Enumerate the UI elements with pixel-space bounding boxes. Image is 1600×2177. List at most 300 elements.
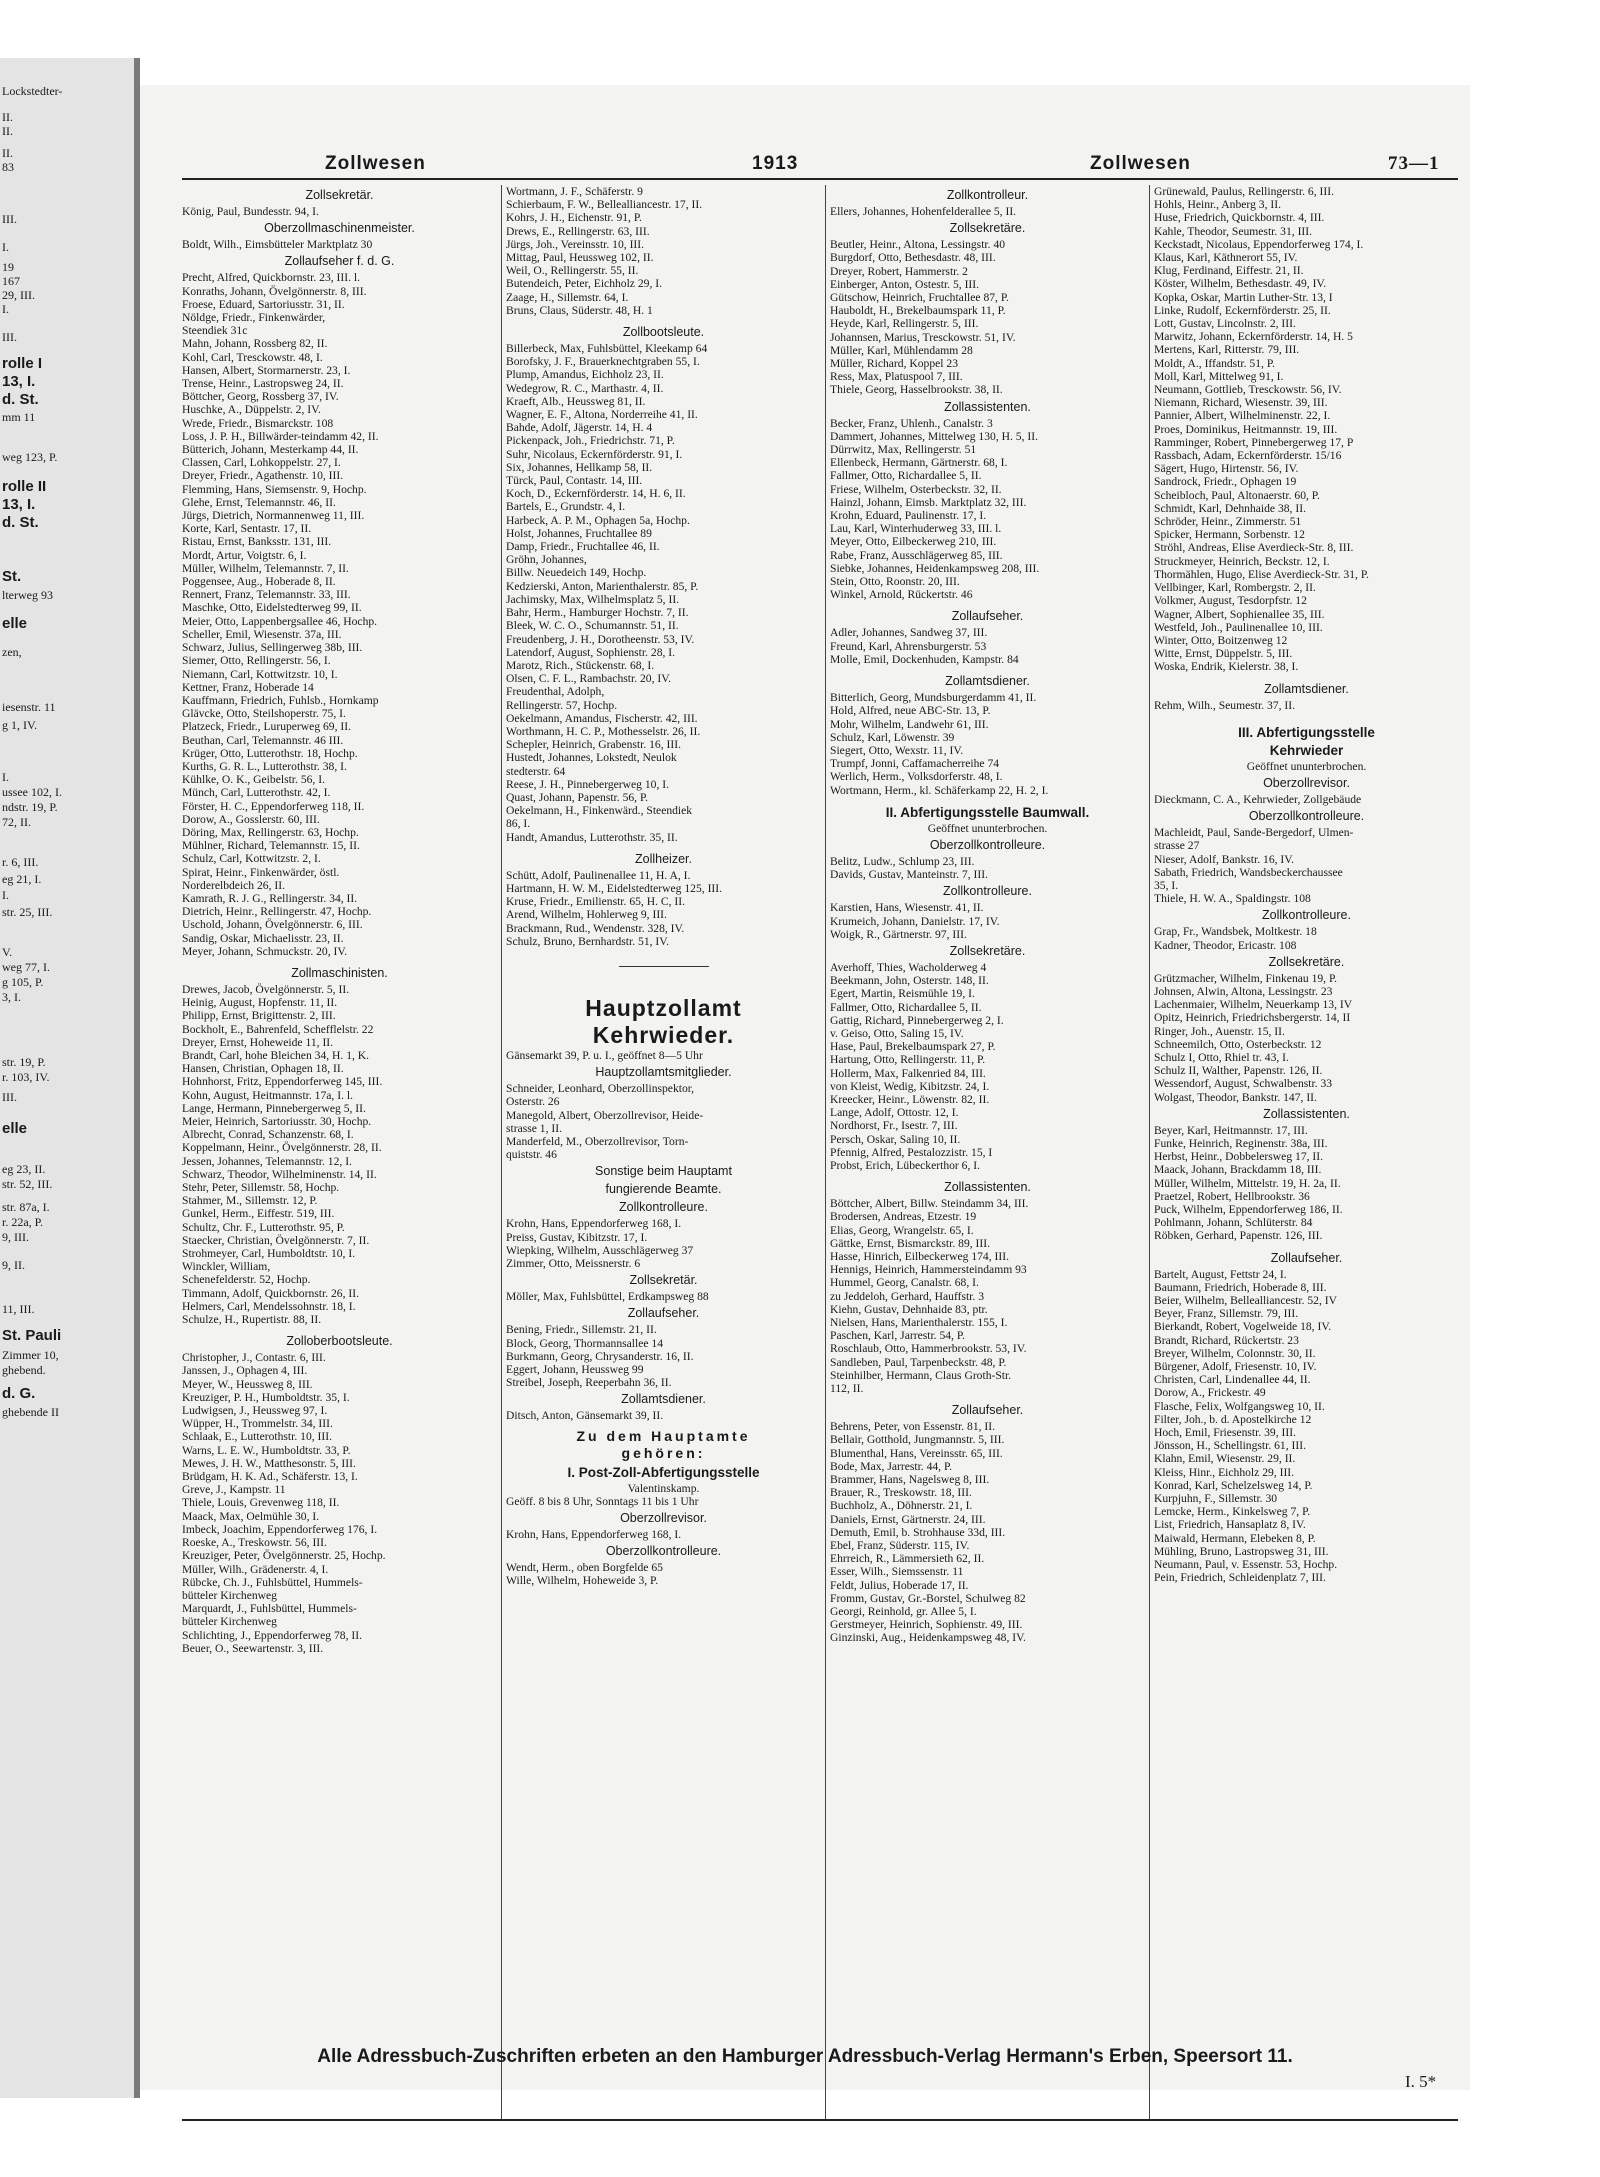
prev-page-fragment: III.: [2, 330, 17, 344]
directory-entry: Burkmann, Georg, Chrysanderstr. 16, II.: [506, 1349, 694, 1363]
prev-page-fragment: II.: [2, 110, 13, 124]
directory-entry: Huschke, A., Düppelstr. 2, IV.: [182, 403, 321, 417]
section-heading: Zollkontrolleure.: [619, 1200, 708, 1215]
directory-entry: Mertens, Karl, Ritterstr. 79, III.: [1154, 343, 1300, 357]
previous-page-edge: [0, 58, 140, 2098]
prev-page-fragment: r. 6, III.: [2, 855, 39, 869]
directory-entry: Schulz, Karl, Löwenstr. 39: [830, 730, 955, 744]
directory-entry: Bleek, W. C. O., Schumannstr. 51, II.: [506, 619, 679, 633]
directory-entry: Hennigs, Heinrich, Hammersteindamm 93: [830, 1263, 1027, 1277]
directory-entry: Ristau, Ernst, Banksstr. 131, III.: [182, 535, 332, 549]
prev-page-fragment: rolle I: [2, 355, 43, 372]
column-1: [182, 185, 497, 2115]
directory-entry: Persch, Oskar, Saling 10, II.: [830, 1132, 961, 1146]
directory-entry: Maack, Johann, Brackdamm 18, III.: [1154, 1163, 1322, 1177]
prev-page-fragment: 83: [2, 160, 14, 174]
directory-entry: Imbeck, Joachim, Eppendorferweg 176, I.: [182, 1522, 378, 1536]
directory-entry: Brandt, Carl, hohe Bleichen 34, H. 1, K.: [182, 1048, 370, 1062]
directory-entry: Quast, Johann, Papenstr. 56, P.: [506, 790, 649, 804]
directory-entry: Molle, Emil, Dockenhuden, Kampstr. 84: [830, 652, 1019, 666]
directory-entry: Beuthan, Carl, Telemannstr. 46 III.: [182, 733, 344, 747]
directory-entry: Bruns, Claus, Süderstr. 48, H. 1: [506, 303, 653, 317]
directory-entry: Freudenthal, Adolph,: [506, 685, 605, 699]
section-heading: Zollsekretäre.: [949, 221, 1026, 236]
prev-page-fragment: elle: [2, 615, 28, 632]
directory-entry: Krohn, Eduard, Paulinenstr. 17, I.: [830, 509, 987, 523]
directory-entry: Precht, Alfred, Quickbornstr. 23, III. l.: [182, 271, 361, 285]
section-heading: Zollsekretär.: [629, 1273, 698, 1288]
directory-entry: Wolgast, Theodor, Bankstr. 147, II.: [1154, 1090, 1317, 1104]
directory-entry: Schulz, Bruno, Bernhardstr. 51, IV.: [506, 934, 670, 948]
directory-entry: Rellingerstr. 57, Hochp.: [506, 698, 618, 712]
directory-entry: Wedegrow, R. C., Marthastr. 4, II.: [506, 381, 664, 395]
directory-entry: Schwarz, Julius, Sellingerweg 38b, III.: [182, 641, 363, 655]
directory-entry: Mahn, Johann, Rossberg 82, II.: [182, 337, 328, 351]
directory-entry: quiststr. 46: [506, 1148, 557, 1162]
section-heading: Zollassistenten.: [1263, 1106, 1350, 1121]
directory-entry: Schulz, Carl, Kottwitzstr. 2, I.: [182, 852, 321, 866]
section-heading: Zollaufseher.: [951, 1403, 1024, 1418]
directory-entry: Bierkandt, Robert, Vogelweide 18, IV.: [1154, 1320, 1332, 1334]
directory-entry: Ress, Max, Platuspool 7, III.: [830, 370, 963, 384]
directory-entry: Opitz, Heinrich, Friedrichsbergerstr. 14, II: [1154, 1011, 1351, 1025]
directory-entry: Proes, Dominikus, Heitmannstr. 19, III.: [1154, 422, 1338, 436]
directory-entry: Pfennig, Alfred, Pestalozzistr. 15, I: [830, 1145, 993, 1159]
directory-entry: Geöff. 8 bis 8 Uhr, Sonntags 11 bis 1 Uhr: [506, 1494, 699, 1508]
directory-entry: Mohr, Wilhelm, Landwehr 61, III.: [830, 717, 989, 731]
directory-entry: Uschold, Johann, Övelgönnerstr. 6, III.: [182, 918, 363, 932]
directory-entry: Bartelt, August, Fettstr 24, I.: [1154, 1267, 1287, 1281]
prev-page-fragment: r. 103, IV.: [2, 1070, 50, 1084]
directory-entry: Maschke, Otto, Eidelstedterweg 99, II.: [182, 601, 362, 615]
directory-entry: Sandig, Oskar, Michaelisstr. 23, II.: [182, 931, 344, 945]
prev-page-fragment: Zimmer 10,: [2, 1348, 59, 1362]
spaced-heading: Zu dem Hauptamte: [576, 1427, 751, 1444]
prev-page-fragment: 3, I.: [2, 990, 21, 1004]
directory-entry: Ströhl, Andreas, Elise Averdieck-Str. 8, III.: [1154, 541, 1354, 555]
directory-entry: Harbeck, A. P. M., Ophagen 5a, Hochp.: [506, 513, 690, 527]
prev-page-fragment: I.: [2, 240, 9, 254]
prev-page-fragment: str. 25, III.: [2, 905, 53, 919]
directory-entry: Dürrwitz, Max, Rellingerstr. 51: [830, 443, 977, 457]
directory-entry: Sandrock, Friedr., Ophagen 19: [1154, 475, 1297, 489]
directory-entry: Siebke, Johannes, Heidenkampsweg 208, III.: [830, 561, 1040, 575]
directory-entry: Sandleben, Paul, Tarpenbeckstr. 48, P.: [830, 1355, 1007, 1369]
directory-entry: Schlichting, J., Eppendorferweg 78, II.: [182, 1628, 362, 1642]
directory-entry: Gattig, Richard, Pinnebergerweg 2, I.: [830, 1013, 1004, 1027]
directory-entry: Schütt, Adolf, Paulinenallee 11, H. A, I.: [506, 868, 691, 882]
directory-entry: Kohn, August, Heitmannstr. 17a, I. l.: [182, 1088, 353, 1102]
section-heading: Zollheizer.: [635, 851, 692, 866]
directory-entry: Dreyer, Friedr., Agathenstr. 10, III.: [182, 469, 344, 483]
directory-entry: Kahle, Theodor, Seumestr. 31, III.: [1154, 224, 1313, 238]
prev-page-fragment: g 1, IV.: [2, 718, 38, 732]
prev-page-fragment: ghebend.: [2, 1363, 46, 1377]
directory-entry: Woska, Endrik, Kielerstr. 38, I.: [1154, 660, 1299, 674]
directory-entry: 35, I.: [1154, 878, 1179, 892]
directory-entry: Ebel, Franz, Süderstr. 115, IV.: [830, 1539, 970, 1553]
directory-entry: Classen, Carl, Lohkoppelstr. 27, I.: [182, 456, 341, 470]
section-heading: Zollsekretäre.: [949, 943, 1026, 958]
directory-entry: Eggert, Johann, Heussweg 99: [506, 1363, 644, 1377]
directory-entry: Müller, Wilhelm, Telemannstr. 7, II.: [182, 561, 349, 575]
directory-entry: Spicker, Hermann, Sorbenstr. 12: [1154, 528, 1305, 542]
header-page-number: 73—1: [1388, 153, 1440, 174]
office-heading: III. Abfertigungsstelle: [1238, 724, 1375, 740]
directory-entry: Nöldge, Friedr., Finkenwärder,: [182, 311, 326, 325]
directory-entry: Hartung, Otto, Rellingerstr. 11, P.: [830, 1053, 986, 1067]
directory-entry: Buchholz, A., Döhnerstr. 21, I.: [830, 1499, 973, 1513]
spacer: [830, 1395, 1145, 1400]
directory-entry: Linke, Rudolf, Eckernförderstr. 25, II.: [1154, 303, 1331, 317]
directory-entry: Wortmann, J. F., Schäferstr. 9: [506, 185, 643, 198]
directory-entry: Müller, Wilh., Grädenerstr. 4, I.: [182, 1562, 329, 1576]
directory-entry: Warns, L. E. W., Humboldtstr. 33, P.: [182, 1443, 351, 1457]
directory-entry: strasse 1, II.: [506, 1121, 563, 1135]
directory-entry: Grützmacher, Wilhelm, Finkenau 19, P.: [1154, 971, 1338, 985]
office-subheading: Geöffnet ununterbrochen.: [927, 821, 1048, 835]
directory-entry: Bahr, Herm., Hamburger Hochstr. 7, II.: [506, 606, 689, 620]
directory-entry: Klahn, Emil, Wiesenstr. 29, II.: [1154, 1452, 1296, 1466]
directory-entry: Kurpjuhn, F., Sillemstr. 30: [1154, 1492, 1278, 1506]
directory-entry: Poggensee, Aug., Hoberade 8, II.: [182, 575, 336, 589]
header-right-title: Zollwesen: [1090, 153, 1191, 174]
directory-entry: Strohmeyer, Carl, Humboldtstr. 10, I.: [182, 1247, 356, 1261]
directory-entry: Streibel, Joseph, Reeperbahn 36, II.: [506, 1376, 672, 1390]
directory-entry: Kiehn, Gustav, Dehnhaide 83, ptr.: [830, 1302, 988, 1316]
prev-page-fragment: ghebende II: [2, 1405, 59, 1419]
directory-entry: Meyer, Johann, Schmuckstr. 20, IV.: [182, 944, 348, 958]
column-4: [1154, 185, 1459, 2115]
directory-entry: Billw. Neuedeich 149, Hochp.: [506, 566, 647, 580]
section-divider: [619, 966, 709, 967]
directory-entry: Johannsen, Marius, Tresckowstr. 51, IV.: [830, 330, 1016, 344]
directory-entry: Esser, Wilh., Siemssenstr. 11: [830, 1565, 964, 1579]
directory-entry: Werlich, Herm., Volksdorferstr. 48, I.: [830, 770, 1003, 784]
directory-entry: Türck, Paul, Contastr. 14, III.: [506, 474, 643, 488]
header-rule: [182, 178, 1458, 180]
directory-entry: Förster, H. C., Eppendorferweg 118, II.: [182, 799, 365, 813]
spacer: [830, 1172, 1145, 1177]
directory-entry: Borofsky, J. F., Brauerknechtgraben 55, I.: [506, 355, 700, 369]
directory-entry: Brauer, R., Treskowstr. 18, III.: [830, 1486, 972, 1500]
directory-entry: Weil, O., Rellingerstr. 55, II.: [506, 264, 639, 278]
header-left-title: Zollwesen: [325, 153, 426, 174]
directory-entry: Nielsen, Hans, Marienthalerstr. 155, I.: [830, 1316, 1008, 1330]
directory-entry: Böttcher, Albert, Billw. Steindamm 34, III.: [830, 1197, 1029, 1211]
directory-entry: Mewes, J. H. W., Matthesonstr. 5, III.: [182, 1456, 356, 1470]
prev-page-fragment: St.: [2, 568, 22, 585]
section-heading: Zollmaschinisten.: [291, 965, 388, 980]
directory-entry: Dreyer, Ernst, Hoheweide 11, II.: [182, 1035, 334, 1049]
section-heading: Zollbootsleute.: [622, 325, 705, 340]
prev-page-fragment: str. 19, P.: [2, 1055, 46, 1069]
directory-entry: Elias, Georg, Wrangelstr. 65, I.: [830, 1223, 974, 1237]
directory-entry: Beyer, Karl, Heitmannstr. 17, III.: [1154, 1123, 1308, 1137]
prev-page-fragment: 11, III.: [2, 1302, 35, 1316]
directory-entry: Mühling, Bruno, Lastropsweg 31, III.: [1154, 1544, 1329, 1558]
directory-entry: Puck, Wilhelm, Eppendorferweg 186, II.: [1154, 1203, 1343, 1216]
directory-entry: Siemer, Otto, Rellingerstr. 56, I.: [182, 654, 331, 668]
directory-entry: Witte, Ernst, Düppelstr. 5, III.: [1154, 647, 1293, 661]
directory-entry: Thiele, H. W. A., Spaldingstr. 108: [1154, 892, 1311, 906]
directory-entry: Thormählen, Hugo, Elise Averdieck-Str. 31, P.: [1154, 567, 1369, 581]
directory-entry: Kohrs, J. H., Eichenstr. 91, P.: [506, 211, 642, 225]
directory-entry: Arend, Wilhelm, Hohlerweg 9, III.: [506, 908, 667, 922]
spacer: [1154, 717, 1459, 722]
directory-entry: Rehm, Wilh., Seumestr. 37, II.: [1154, 698, 1296, 712]
directory-entry: Worthmann, H. C. P., Mothesselstr. 26, II.: [506, 724, 701, 738]
directory-entry: Drews, E., Rellingerstr. 63, III.: [506, 224, 650, 238]
directory-entry: Spirat, Heinr., Finkenwärder, östl.: [182, 865, 340, 879]
directory-entry: Schröder, Heinr., Zimmerstr. 51: [1154, 515, 1302, 529]
directory-entry: Münch, Carl, Lutterothstr. 42, I.: [182, 786, 331, 800]
directory-entry: Boldt, Wilh., Eimsbütteler Marktplatz 30: [182, 238, 373, 252]
directory-entry: Loss, J. P. H., Billwärder-teindamm 42, II.: [182, 429, 379, 443]
prev-page-fragment: 29, III.: [2, 288, 35, 302]
directory-entry: Praetzel, Robert, Hellbrookstr. 36: [1154, 1189, 1310, 1203]
directory-entry: Pickenpack, Joh., Friedrichstr. 71, P.: [506, 434, 675, 448]
directory-entry: Wiepking, Wilhelm, Ausschlägerweg 37: [506, 1243, 694, 1257]
prev-page-fragment: I.: [2, 888, 9, 902]
column-divider: [501, 185, 502, 2119]
directory-entry: Konraths, Johann, Övelgönnerstr. 8, III.: [182, 284, 367, 298]
directory-entry: Adler, Johannes, Sandweg 37, III.: [830, 626, 988, 640]
directory-entry: Oekelmann, Amandus, Fischerstr. 42, III.: [506, 711, 698, 725]
directory-entry: Winkel, Arnold, Rückertstr. 46: [830, 588, 973, 602]
section-heading: Oberzollmaschinenmeister.: [264, 221, 415, 236]
directory-entry: Flemming, Hans, Siemsenstr. 9, Hochp.: [182, 482, 367, 496]
directory-entry: Sabath, Friedrich, Wandsbeckerchaussee: [1154, 865, 1343, 879]
directory-entry: Handt, Amandus, Lutterothstr. 35, II.: [506, 830, 678, 844]
directory-entry: Jönsson, H., Schellingstr. 61, III.: [1154, 1439, 1307, 1453]
directory-entry: Schulz I, Otto, Rhiel tr. 43, I.: [1154, 1050, 1289, 1064]
directory-entry: Latendorf, August, Sophienstr. 28, I.: [506, 645, 676, 659]
prev-page-fragment: I.: [2, 770, 9, 784]
prev-page-fragment: d. St.: [2, 514, 39, 531]
section-heading: Zollsekretär.: [305, 188, 374, 202]
prev-page-fragment: I.: [2, 302, 9, 316]
directory-entry: Scheibloch, Paul, Altonaerstr. 60, P.: [1154, 488, 1320, 502]
directory-entry: Neumann, Paul, v. Essenstr. 53, Hochp.: [1154, 1558, 1338, 1572]
directory-entry: Niemann, Carl, Kottwitzstr. 10, I.: [182, 667, 338, 681]
directory-entry: Meier, Otto, Lappenbergsallee 46, Hochp.: [182, 614, 378, 628]
section-heading: Zollkontrolleur.: [946, 188, 1029, 202]
directory-entry: Schultz, Chr. F., Lutterothstr. 95, P.: [182, 1220, 345, 1234]
directory-entry: Burgdorf, Otto, Bethesdastr. 48, III.: [830, 251, 996, 265]
footer-notice: Alle Adressbuch-Zuschriften erbeten an den Hamburger Adressbuch-Verlag Hermann's Erben, Speersort 11.: [317, 2046, 1293, 2067]
directory-entry: Niemann, Richard, Wiesenstr. 39, III.: [1154, 396, 1328, 410]
directory-entry: Wagner, Albert, Sophienallee 35, III.: [1154, 607, 1325, 621]
prev-page-fragment: 72, II.: [2, 815, 31, 829]
directory-entry: Woigk, R., Gärtnerstr. 97, III.: [830, 927, 967, 941]
directory-entry: Schierbaum, F. W., Bellealliancestr. 17, II.: [506, 198, 703, 212]
directory-entry: Christen, Carl, Lindenallee 44, II.: [1154, 1373, 1311, 1387]
directory-entry: Neumann, Gottlieb, Tresckowstr. 56, IV.: [1154, 383, 1342, 397]
directory-entry: Grünewald, Paulus, Rellingerstr. 6, III.: [1154, 185, 1334, 198]
directory-entry: Heyde, Karl, Rellingerstr. 5, III.: [830, 317, 979, 331]
directory-entry: Gunkel, Herm., Eiffestr. 519, III.: [182, 1207, 335, 1221]
directory-entry: Johnsen, Alwin, Altona, Lessingstr. 23: [1154, 984, 1333, 998]
directory-entry: Gerstmeyer, Heinrich, Sophienstr. 49, III.: [830, 1618, 1023, 1632]
directory-entry: Mühlner, Richard, Telemannstr. 15, II.: [182, 839, 360, 853]
directory-entry: Schneemilch, Otto, Osterbeckstr. 12: [1154, 1037, 1322, 1051]
directory-entry: Brammer, Hans, Nagelsweg 8, III.: [830, 1473, 990, 1487]
directory-entry: Flasche, Felix, Wolfgangsweg 10, II.: [1154, 1399, 1325, 1413]
directory-entry: Breyer, Wilhelm, Colonnstr. 30, II.: [1154, 1346, 1316, 1360]
directory-entry: bütteler Kirchenweg: [182, 1615, 277, 1629]
spacer: [182, 958, 497, 963]
directory-entry: Machleidt, Paul, Sande-Bergedorf, Ulmen-: [1154, 826, 1354, 840]
directory-entry: Pein, Friedrich, Schleidenplatz 7, III.: [1154, 1571, 1326, 1585]
directory-entry: Egert, Martin, Reismühle 19, I.: [830, 987, 975, 1001]
directory-entry: Meier, Heinrich, Sartoriusstr. 30, Hochp.: [182, 1115, 372, 1128]
section-heading: Zollaufseher.: [1270, 1250, 1343, 1265]
spacer: [830, 601, 1145, 606]
directory-entry: Preiss, Gustav, Kibitzstr. 17, I.: [506, 1230, 648, 1244]
directory-entry: Zaage, H., Sillemstr. 64, I.: [506, 290, 629, 304]
directory-entry: Möller, Max, Fuhlsbüttel, Erdkampsweg 88: [506, 1290, 709, 1304]
prev-page-fragment: elle: [2, 1120, 28, 1137]
prev-page-fragment: 9, III.: [2, 1230, 29, 1244]
directory-entry: Stahmer, M., Sillemstr. 12, P.: [182, 1194, 318, 1208]
directory-entry: Westfeld, Joh., Paulinenallee 10, III.: [1154, 620, 1323, 634]
directory-entry: Schneider, Leonhard, Oberzollinspektor,: [506, 1082, 695, 1096]
directory-entry: Maiwald, Hermann, Elebeken 8, P.: [1154, 1531, 1316, 1545]
spacer: [1154, 1243, 1459, 1248]
directory-entry: Roschlaub, Otto, Hammerbrookstr. 53, IV.: [830, 1342, 1027, 1356]
directory-entry: Beutler, Heinr., Altona, Lessingstr. 40: [830, 238, 1006, 252]
directory-entry: Fallmer, Otto, Richardallee 5, II.: [830, 1000, 982, 1014]
directory-entry: Mittag, Paul, Heussweg 102, II.: [506, 251, 654, 265]
directory-entry: Hold, Alfred, neue ABC-Str. 13, P.: [830, 704, 991, 718]
directory-entry: Dammert, Johannes, Mittelweg 130, H. 5, II.: [830, 429, 1039, 443]
directory-entry: Wortmann, Herm., kl. Schäferkamp 22, H. 2, I.: [830, 783, 1049, 797]
directory-entry: Ellers, Johannes, Hohenfelderallee 5, II.: [830, 205, 1017, 218]
directory-entry: Hummel, Georg, Canalstr. 68, I.: [830, 1276, 979, 1290]
directory-entry: Kopka, Oskar, Martin Luther-Str. 13, I: [1154, 290, 1333, 304]
spacer: [1154, 674, 1459, 679]
directory-entry: Kamrath, R. J. G., Rellingerstr. 34, II.: [182, 891, 358, 905]
directory-entry: stedterstr. 64: [506, 764, 566, 778]
directory-entry: Janssen, J., Ophagen 4, III.: [182, 1364, 308, 1378]
directory-entry: Schwarz, Theodor, Wilhelminenstr. 14, II.: [182, 1167, 377, 1181]
directory-entry: Kreuziger, P. H., Humboldtstr. 35, I.: [182, 1390, 350, 1404]
section-heading: Zollkontrolleure.: [1262, 908, 1351, 923]
directory-entry: Trense, Heinr., Lastropsweg 24, II.: [182, 377, 344, 391]
directory-entry: Filter, Joh., b. d. Apostelkirche 12: [1154, 1412, 1312, 1426]
prev-page-fragment: eg 23, II.: [2, 1162, 46, 1176]
directory-entry: Plump, Amandus, Eichholz 23, II.: [506, 368, 664, 382]
prev-page-fragment: ndstr. 19, P.: [2, 800, 58, 814]
directory-entry: Kadner, Theodor, Ericastr. 108: [1154, 938, 1297, 952]
page-header: [140, 85, 1470, 175]
prev-page-fragment: mm 11: [2, 410, 36, 424]
directory-entry: Lott, Gustav, Lincolnstr. 2, III.: [1154, 317, 1296, 331]
section-heading: Oberzollrevisor.: [1263, 775, 1350, 790]
section-heading: Hauptzollamtsmitglieder.: [595, 1065, 732, 1080]
column-divider: [1149, 185, 1150, 2119]
directory-entry: Mordt, Artur, Voigtstr. 6, I.: [182, 548, 307, 562]
prev-page-fragment: St. Pauli: [2, 1327, 62, 1344]
directory-entry: Wrede, Friedr., Bismarckstr. 108: [182, 416, 334, 430]
directory-entry: Hartmann, H. W. M., Eidelstedterweg 125, III.: [506, 881, 723, 895]
prev-page-fragment: III.: [2, 1090, 17, 1104]
directory-entry: Kohl, Carl, Tresckowstr. 48, I.: [182, 350, 323, 364]
directory-entry: Volkmer, August, Tesdorpfstr. 12: [1154, 594, 1307, 608]
directory-entry: Korte, Karl, Sentastr. 17, II.: [182, 522, 312, 536]
directory-entry: Timmann, Adolf, Quickbornstr. 26, II.: [182, 1286, 360, 1300]
directory-entry: Kauffmann, Friedrich, Fuhlsb., Hornkamp: [182, 693, 379, 707]
spacer: [830, 666, 1145, 671]
directory-entry: Köster, Wilhelm, Bethesdastr. 49, IV.: [1154, 277, 1327, 291]
directory-entry: Schulze, H., Rupertistr. 88, II.: [182, 1313, 322, 1327]
prev-page-fragment: 167: [2, 274, 20, 288]
directory-entry: Marotz, Rich., Stückenstr. 68, I.: [506, 658, 655, 672]
office-subheading: Geöffnet ununterbrochen.: [1246, 759, 1367, 773]
directory-entry: Moldt, A., Iffandstr. 51, P.: [1154, 356, 1275, 370]
section-heading: Oberzollrevisor.: [620, 1511, 707, 1526]
column-3: [830, 185, 1145, 2115]
directory-entry: Müller, Karl, Mühlendamm 28: [830, 343, 973, 357]
footer-page-mark: I. 5*: [1405, 2072, 1437, 2091]
prev-page-fragment: weg 77, I.: [2, 960, 50, 974]
directory-entry: Roeske, A., Treskowstr. 56, III.: [182, 1536, 327, 1550]
directory-entry: Kettner, Franz, Hoberade 14: [182, 680, 314, 694]
directory-entry: Winckler, William,: [182, 1260, 271, 1274]
directory-entry: Brüdgam, H. K. Ad., Schäferstr. 13, I.: [182, 1470, 358, 1484]
directory-entry: Huse, Friedrich, Quickbornstr. 4, III.: [1154, 211, 1325, 225]
directory-entry: Hansen, Albert, Stormarnerstr. 23, I.: [182, 363, 351, 377]
directory-entry: List, Friedrich, Hansaplatz 8, IV.: [1154, 1518, 1306, 1532]
directory-entry: 112, II.: [830, 1382, 864, 1396]
prev-page-fragment: lterweg 93: [2, 588, 53, 602]
directory-entry: Grap, Fr., Wandsbek, Moltkestr. 18: [1154, 925, 1317, 939]
prev-page-fragment: 19: [2, 260, 14, 274]
directory-entry: Damp, Friedr., Fruchtallee 46, II.: [506, 540, 660, 554]
directory-entry: Heinig, August, Hopfenstr. 11, II.: [182, 996, 338, 1010]
directory-entry: Keckstadt, Nicolaus, Eppendorferweg 174, I.: [1154, 237, 1364, 251]
directory-entry: Klaus, Karl, Käthnerort 55, IV.: [1154, 251, 1298, 265]
prev-page-fragment: II.: [2, 146, 13, 160]
directory-entry: Müller, Wilhelm, Mittelstr. 19, H. 2a, II.: [1154, 1176, 1341, 1190]
office-heading: II. Abfertigungsstelle Baumwall.: [885, 804, 1090, 820]
prev-page-fragment: 13, I.: [2, 373, 36, 390]
main-office-title: Kehrwieder.: [592, 1021, 735, 1048]
main-office-title: Hauptzollamt: [585, 994, 742, 1021]
section-heading: fungierende Beamte.: [605, 1182, 722, 1197]
directory-entry: Kühlke, O. K., Geibelstr. 56, I.: [182, 773, 325, 787]
directory-entry: Bockholt, E., Bahrenfeld, Schefflelstr. 22: [182, 1022, 374, 1036]
directory-entry: Steendiek 31c: [182, 324, 248, 338]
directory-entry: Karstien, Hans, Wiesenstr. 41, II.: [830, 901, 984, 915]
directory-entry: Norderelbdeich 26, II.: [182, 878, 286, 892]
directory-entry: Behrens, Peter, von Essenstr. 81, II.: [830, 1420, 996, 1434]
directory-entry: Greve, J., Kampstr. 11: [182, 1483, 286, 1497]
directory-entry: Jürgs, Joh., Vereinsstr. 10, III.: [506, 237, 645, 251]
directory-entry: Feldt, Julius, Hoberade 17, II.: [830, 1578, 969, 1592]
prev-page-fragment: d. G.: [2, 1385, 36, 1402]
directory-entry: Lemcke, Herm., Kinkelsweg 7, P.: [1154, 1505, 1311, 1519]
directory-entry: Krohn, Hans, Eppendorferweg 168, I.: [506, 1528, 682, 1542]
directory-entry: Marwitz, Johann, Eckernförderstr. 14, H. 5: [1154, 330, 1353, 344]
directory-entry: Thiele, Louis, Grevenweg 118, II.: [182, 1496, 340, 1510]
directory-entry: Einberger, Anton, Ostestr. 5, III.: [830, 277, 980, 291]
directory-entry: Jachimsky, Max, Wilhelmsplatz 5, II.: [506, 592, 680, 606]
directory-entry: Gänsemarkt 39, P. u. I., geöffnet 8—5 Uhr: [506, 1048, 703, 1062]
directory-entry: Röbken, Gerhard, Papenstr. 126, III.: [1154, 1229, 1323, 1243]
directory-entry: Osterstr. 26: [506, 1095, 560, 1109]
